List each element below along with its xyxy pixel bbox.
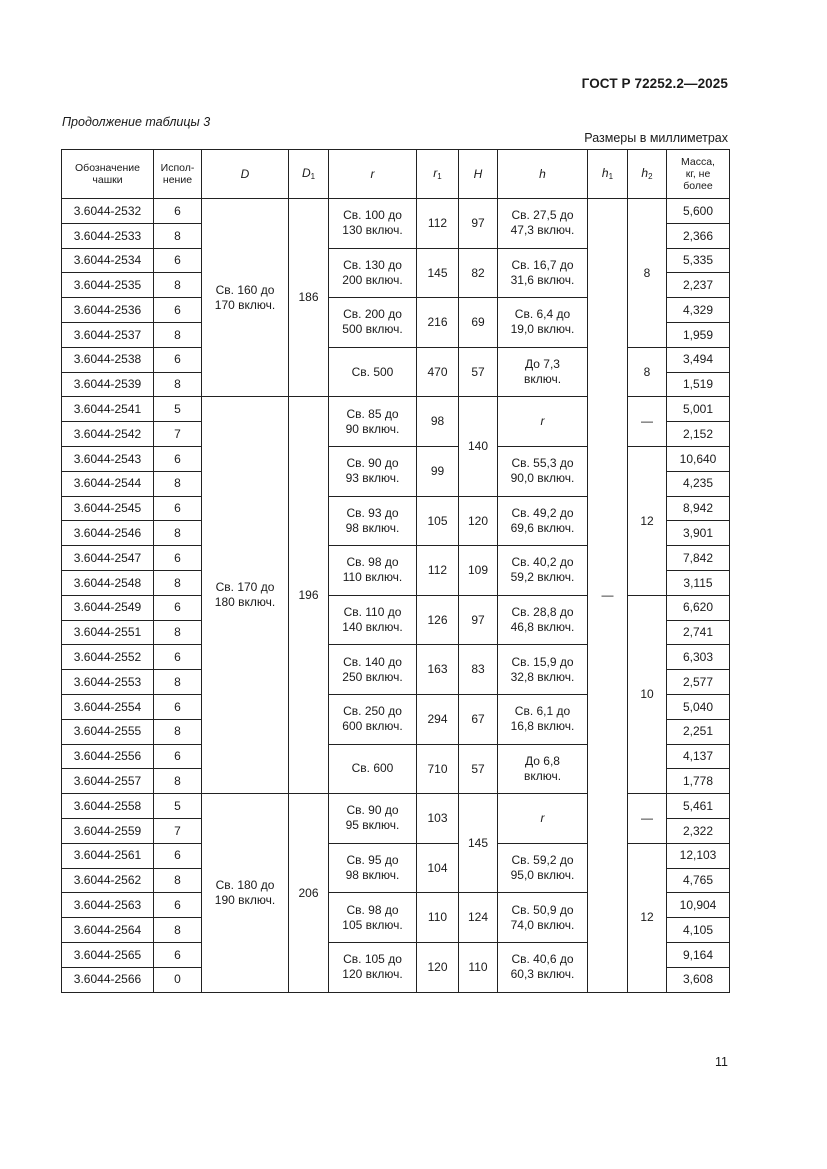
mass-cell: 10,640 xyxy=(667,446,730,471)
header-h2: $h_2$ xyxy=(628,150,667,199)
H-cell: 124 xyxy=(459,893,498,943)
version-cell: 6 xyxy=(154,645,202,670)
h-cell: Св. 27,5 до 47,3 включ. xyxy=(498,199,588,249)
r-cell: Св. 110 до 140 включ. xyxy=(329,595,417,645)
r-cell: Св. 130 до 200 включ. xyxy=(329,248,417,298)
r-cell: Св. 140 до 250 включ. xyxy=(329,645,417,695)
r1-cell: 294 xyxy=(417,694,459,744)
H-cell: 120 xyxy=(459,496,498,546)
D-cell: Св. 160 до 170 включ. xyxy=(202,199,289,397)
r-cell: Св. 98 до 110 включ. xyxy=(329,546,417,596)
header-r: r xyxy=(329,150,417,199)
mass-cell: 2,251 xyxy=(667,719,730,744)
version-cell: 8 xyxy=(154,670,202,695)
h-cell: Св. 16,7 до 31,6 включ. xyxy=(498,248,588,298)
version-cell: 6 xyxy=(154,347,202,372)
mass-cell: 4,137 xyxy=(667,744,730,769)
designation-cell: 3.6044-2542 xyxy=(62,422,154,447)
r1-cell: 145 xyxy=(417,248,459,298)
h-cell: Св. 55,3 до 90,0 включ. xyxy=(498,446,588,496)
r-cell: Св. 90 до 95 включ. xyxy=(329,794,417,844)
designation-cell: 3.6044-2566 xyxy=(62,967,154,992)
H-cell: 145 xyxy=(459,794,498,893)
version-cell: 6 xyxy=(154,248,202,273)
r1-cell: 710 xyxy=(417,744,459,794)
h-cell: Св. 40,6 до 60,3 включ. xyxy=(498,942,588,992)
table-row xyxy=(62,397,730,422)
designation-cell: 3.6044-2543 xyxy=(62,446,154,471)
designation-cell: 3.6044-2559 xyxy=(62,818,154,843)
designation-cell: 3.6044-2538 xyxy=(62,347,154,372)
r1-cell: 103 xyxy=(417,794,459,844)
version-cell: 8 xyxy=(154,273,202,298)
r-cell: Св. 600 xyxy=(329,744,417,794)
mass-cell: 2,152 xyxy=(667,422,730,447)
H-cell: 140 xyxy=(459,397,498,496)
h2-cell: 8 xyxy=(628,199,667,348)
D-cell: Св. 170 до 180 включ. xyxy=(202,397,289,794)
table-caption: Продолжение таблицы 3 xyxy=(62,115,211,129)
page-number: 11 xyxy=(715,1055,728,1069)
designation-cell: 3.6044-2557 xyxy=(62,769,154,794)
designation-cell: 3.6044-2546 xyxy=(62,521,154,546)
version-cell: 8 xyxy=(154,322,202,347)
mass-cell: 2,741 xyxy=(667,620,730,645)
designation-cell: 3.6044-2549 xyxy=(62,595,154,620)
designation-cell: 3.6044-2554 xyxy=(62,694,154,719)
version-cell: 5 xyxy=(154,794,202,819)
version-cell: 0 xyxy=(154,967,202,992)
mass-cell: 3,494 xyxy=(667,347,730,372)
table-row xyxy=(62,595,730,620)
r1-cell: 126 xyxy=(417,595,459,645)
r-cell: Св. 200 до 500 включ. xyxy=(329,298,417,348)
version-cell: 6 xyxy=(154,496,202,521)
designation-cell: 3.6044-2539 xyxy=(62,372,154,397)
mass-cell: 2,322 xyxy=(667,818,730,843)
version-cell: 8 xyxy=(154,769,202,794)
mass-cell: 5,335 xyxy=(667,248,730,273)
h-cell: Св. 59,2 до 95,0 включ. xyxy=(498,843,588,893)
designation-cell: 3.6044-2532 xyxy=(62,199,154,224)
mass-cell: 2,366 xyxy=(667,223,730,248)
h-cell: r xyxy=(498,794,588,844)
document-standard-number: ГОСТ Р 72252.2—2025 xyxy=(581,76,728,91)
header-H: H xyxy=(459,150,498,199)
h2-cell: — xyxy=(628,794,667,844)
r1-cell: 216 xyxy=(417,298,459,348)
H-cell: 67 xyxy=(459,694,498,744)
H-cell: 97 xyxy=(459,199,498,249)
h-cell: Св. 6,4 до 19,0 включ. xyxy=(498,298,588,348)
version-cell: 8 xyxy=(154,918,202,943)
version-cell: 6 xyxy=(154,446,202,471)
mass-cell: 4,235 xyxy=(667,471,730,496)
r-cell: Св. 500 xyxy=(329,347,417,397)
h-cell: Св. 40,2 до 59,2 включ. xyxy=(498,546,588,596)
designation-cell: 3.6044-2553 xyxy=(62,670,154,695)
h-cell: Св. 6,1 до 16,8 включ. xyxy=(498,694,588,744)
header-r1: $r_1$ xyxy=(417,150,459,199)
r1-cell: 163 xyxy=(417,645,459,695)
version-cell: 6 xyxy=(154,199,202,224)
mass-cell: 6,303 xyxy=(667,645,730,670)
version-cell: 7 xyxy=(154,818,202,843)
designation-cell: 3.6044-2565 xyxy=(62,942,154,967)
r-cell: Св. 90 до 93 включ. xyxy=(329,446,417,496)
mass-cell: 5,001 xyxy=(667,397,730,422)
r1-cell: 120 xyxy=(417,942,459,992)
H-cell: 83 xyxy=(459,645,498,695)
h2-cell: — xyxy=(628,397,667,447)
mass-cell: 4,105 xyxy=(667,918,730,943)
mass-cell: 7,842 xyxy=(667,546,730,571)
r-cell: Св. 98 до 105 включ. xyxy=(329,893,417,943)
mass-cell: 6,620 xyxy=(667,595,730,620)
mass-cell: 12,103 xyxy=(667,843,730,868)
D1-cell: 186 xyxy=(289,199,329,397)
version-cell: 8 xyxy=(154,521,202,546)
r-cell: Св. 250 до 600 включ. xyxy=(329,694,417,744)
header-h1: $h_1$ xyxy=(588,150,628,199)
h-cell: Св. 49,2 до 69,6 включ. xyxy=(498,496,588,546)
designation-cell: 3.6044-2533 xyxy=(62,223,154,248)
h-cell: Св. 50,9 до 74,0 включ. xyxy=(498,893,588,943)
h2-cell: 8 xyxy=(628,347,667,397)
h-cell: r xyxy=(498,397,588,447)
version-cell: 6 xyxy=(154,843,202,868)
version-cell: 8 xyxy=(154,570,202,595)
r1-cell: 110 xyxy=(417,893,459,943)
mass-cell: 10,904 xyxy=(667,893,730,918)
H-cell: 97 xyxy=(459,595,498,645)
designation-cell: 3.6044-2552 xyxy=(62,645,154,670)
header-version: Испол- нение xyxy=(154,150,202,199)
mass-cell: 3,901 xyxy=(667,521,730,546)
version-cell: 8 xyxy=(154,372,202,397)
designation-cell: 3.6044-2545 xyxy=(62,496,154,521)
r-cell: Св. 100 до 130 включ. xyxy=(329,199,417,249)
version-cell: 8 xyxy=(154,719,202,744)
designation-cell: 3.6044-2562 xyxy=(62,868,154,893)
r1-cell: 470 xyxy=(417,347,459,397)
r1-cell: 112 xyxy=(417,199,459,249)
mass-cell: 9,164 xyxy=(667,942,730,967)
r-cell: Св. 93 до 98 включ. xyxy=(329,496,417,546)
units-note: Размеры в миллиметрах xyxy=(584,131,728,145)
version-cell: 6 xyxy=(154,942,202,967)
H-cell: 82 xyxy=(459,248,498,298)
h2-cell: 10 xyxy=(628,595,667,793)
mass-cell: 5,040 xyxy=(667,694,730,719)
r1-cell: 98 xyxy=(417,397,459,447)
header-h: h xyxy=(498,150,588,199)
version-cell: 6 xyxy=(154,744,202,769)
r1-cell: 112 xyxy=(417,546,459,596)
designation-cell: 3.6044-2558 xyxy=(62,794,154,819)
r1-cell: 104 xyxy=(417,843,459,893)
mass-cell: 1,519 xyxy=(667,372,730,397)
r1-cell: 99 xyxy=(417,446,459,496)
H-cell: 57 xyxy=(459,744,498,794)
designation-cell: 3.6044-2541 xyxy=(62,397,154,422)
header-D1: $D_1$ xyxy=(289,150,329,199)
mass-cell: 4,329 xyxy=(667,298,730,323)
designation-cell: 3.6044-2564 xyxy=(62,918,154,943)
table-row xyxy=(62,794,730,819)
mass-cell: 2,577 xyxy=(667,670,730,695)
version-cell: 5 xyxy=(154,397,202,422)
h-cell: До 7,3 включ. xyxy=(498,347,588,397)
H-cell: 110 xyxy=(459,942,498,992)
designation-cell: 3.6044-2563 xyxy=(62,893,154,918)
version-cell: 8 xyxy=(154,223,202,248)
mass-cell: 8,942 xyxy=(667,496,730,521)
r-cell: Св. 85 до 90 включ. xyxy=(329,397,417,447)
h1-cell: — xyxy=(588,199,628,993)
designation-cell: 3.6044-2561 xyxy=(62,843,154,868)
designation-cell: 3.6044-2551 xyxy=(62,620,154,645)
mass-cell: 5,461 xyxy=(667,794,730,819)
version-cell: 6 xyxy=(154,298,202,323)
version-cell: 8 xyxy=(154,868,202,893)
h-cell: До 6,8 включ. xyxy=(498,744,588,794)
table-row xyxy=(62,199,730,224)
h2-cell: 12 xyxy=(628,446,667,595)
version-cell: 8 xyxy=(154,620,202,645)
mass-cell: 2,237 xyxy=(667,273,730,298)
version-cell: 6 xyxy=(154,546,202,571)
mass-cell: 3,608 xyxy=(667,967,730,992)
mass-cell: 4,765 xyxy=(667,868,730,893)
D-cell: Св. 180 до 190 включ. xyxy=(202,794,289,992)
header-D: D xyxy=(202,150,289,199)
mass-cell: 5,600 xyxy=(667,199,730,224)
designation-cell: 3.6044-2544 xyxy=(62,471,154,496)
h2-cell: 12 xyxy=(628,843,667,992)
designation-cell: 3.6044-2556 xyxy=(62,744,154,769)
designation-cell: 3.6044-2537 xyxy=(62,322,154,347)
h-cell: Св. 28,8 до 46,8 включ. xyxy=(498,595,588,645)
table-row xyxy=(62,843,730,868)
designation-cell: 3.6044-2555 xyxy=(62,719,154,744)
h-cell: Св. 15,9 до 32,8 включ. xyxy=(498,645,588,695)
r-cell: Св. 95 до 98 включ. xyxy=(329,843,417,893)
H-cell: 109 xyxy=(459,546,498,596)
dimensions-table xyxy=(61,149,730,993)
designation-cell: 3.6044-2534 xyxy=(62,248,154,273)
r1-cell: 105 xyxy=(417,496,459,546)
version-cell: 6 xyxy=(154,694,202,719)
mass-cell: 1,778 xyxy=(667,769,730,794)
version-cell: 8 xyxy=(154,471,202,496)
designation-cell: 3.6044-2548 xyxy=(62,570,154,595)
mass-cell: 1,959 xyxy=(667,322,730,347)
table-row xyxy=(62,446,730,471)
version-cell: 6 xyxy=(154,595,202,620)
D1-cell: 196 xyxy=(289,397,329,794)
table-row xyxy=(62,347,730,372)
version-cell: 6 xyxy=(154,893,202,918)
mass-cell: 3,115 xyxy=(667,570,730,595)
D1-cell: 206 xyxy=(289,794,329,992)
H-cell: 57 xyxy=(459,347,498,397)
header-mass: Масса, кг, не более xyxy=(667,150,730,199)
version-cell: 7 xyxy=(154,422,202,447)
H-cell: 69 xyxy=(459,298,498,348)
header-designation: Обозначение чашки xyxy=(62,150,154,199)
r-cell: Св. 105 до 120 включ. xyxy=(329,942,417,992)
table-header-row xyxy=(62,150,730,199)
designation-cell: 3.6044-2536 xyxy=(62,298,154,323)
designation-cell: 3.6044-2547 xyxy=(62,546,154,571)
designation-cell: 3.6044-2535 xyxy=(62,273,154,298)
